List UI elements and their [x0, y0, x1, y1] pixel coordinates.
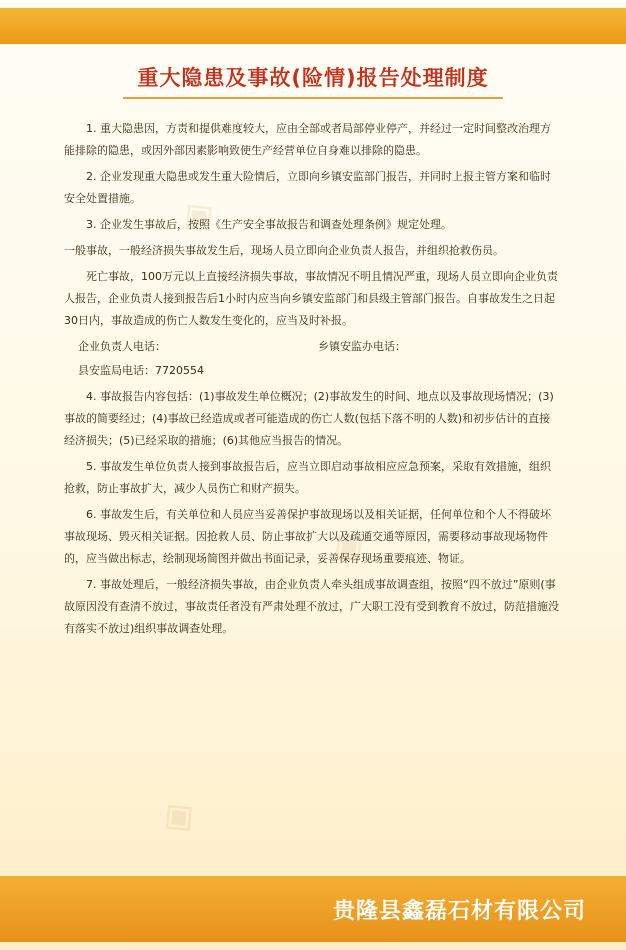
paragraph-7: 7. 事故处理后，一般经济损失事故，由企业负责人牵头组成事故调查组，按照“四不放过”原则(事故原因没有查清不放过，事故责任者没有严肃处理不放过，广大职工没有受到教育不放过，防范措施没有落实不放过)组织事故调查处理。 [64, 578, 559, 635]
watermark: ◈ [167, 185, 227, 246]
paragraph-4: 4. 事故报告内容包括：(1)事故发生单位概况；(2)事故发生的时间、地点以及事故现场情况；(3)事故的简要经过；(4)事故已经造成或者可能造成的伤亡人数(包括下落不明的人数)和初步估计的直接经济损失；(5)已经采取的措施；(6)其他应当报告的情况。 [64, 390, 554, 447]
town-phone-label: 乡镇安监办电话： [318, 340, 406, 353]
paragraph-2: 2. 企业发现重大隐患或发生重大险情后，立即向乡镇安监部门报告，并同时上报主管方案和临时安全处置措施。 [64, 170, 551, 205]
paragraph-6: 6. 事故发生后，有关单位和人员应当妥善保护事故现场以及相关证据，任何单位和个人不得破坏事故现场、毁灭相关证据。因抢救人员、防止事故扩大以及疏通交通等原因，需要移动事故现场物件的，应当做出标志，绘制现场简图并做出书面记录，妥善保存现场重要痕迹、物证。 [64, 508, 551, 565]
bottom-banner-bar [0, 876, 626, 942]
paragraph-3b: 死亡事故，100万元以上直接经济损失事故，事故情况不明且情况严重，现场人员立即向企业负责人报告，企业负责人接到报告后1小时内应当向乡镇安监部门和县级主管部门报告。自事故发生之日起30日内，事故造成的伤亡人数发生变化的，应当及时补报。 [64, 270, 558, 327]
regulation-body [64, 118, 560, 644]
county-hotline: 县安监局电话：7720554 [78, 364, 204, 377]
company-name: 贵隆县鑫磊石材有限公司 [332, 899, 586, 924]
watermark: ◈ [147, 785, 207, 846]
top-banner-bar [0, 8, 626, 44]
paragraph-5: 5. 事故发生单位负责人接到事故报告后，应当立即启动事故相应应急预案，采取有效措施，组织抢救，防止事故扩大，减少人员伤亡和财产损失。 [64, 460, 551, 495]
company-phone-label: 企业负责人电话： [78, 340, 166, 353]
contact-row [64, 336, 560, 358]
paragraph-3: 3. 企业发生事故后，按照《生产安全事故报告和调查处理条例》规定处理。 [86, 218, 452, 231]
watermark: ◈ [317, 515, 377, 576]
title-container [0, 62, 626, 99]
paragraph-3a: 一般事故，一般经济损失事故发生后，现场人员立即向企业负责人报告，并组织抢救伤员。 [64, 244, 504, 257]
page-title: 重大隐患及事故(险情)报告处理制度 [123, 62, 502, 99]
paragraph-1: 1. 重大隐患因，方责和提供难度较大，应由全部或者局部停业停产，并经过一定时间整改治理方能排除的隐患，或因外部因素影响致使生产经营单位自身难以排除的隐患。 [64, 122, 551, 157]
